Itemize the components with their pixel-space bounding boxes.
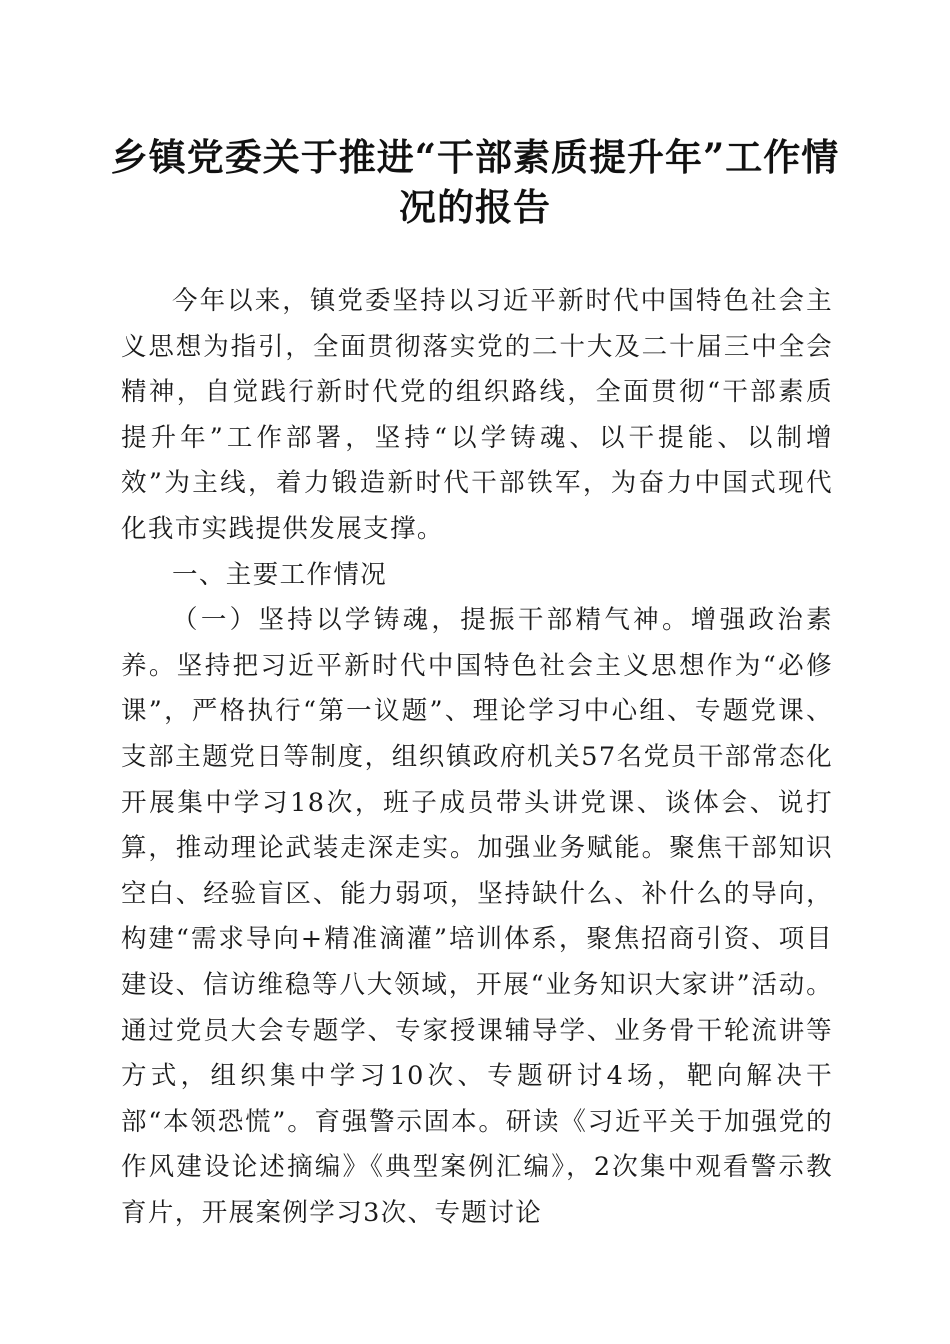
document-title: 乡镇党委关于推进“干部素质提升年”工作情况的报告 [110,135,840,229]
section-heading: 一、主要工作情况 [172,559,388,590]
section-paragraph: （一）坚持以学铸魂，提振干部精气神。增强政治素养。坚持把习近平新时代中国特色社会主义思想作为“必修课”，严格执行“第一议题”、理论学习中心组、专题党课、支部主题党日等制度，组织镇政府机关57名党员干部常态化开展集中学习18次，班子成员带头讲党课、谈体会、说打算，推动理论武装走深走实。加强业务赋能。聚焦干部知识空白、经验盲区、能力弱项，坚持缺什么、补什么的导向，构建“需求导向+精准滴灌”培训体系，聚焦招商引资、项目建设、信访维稳等八大领域，开展“业务知识大家讲”活动。通过党员大会专题学、专家授课辅导学、业务骨干轮流讲等方式，组织集中学习10次、专题研讨4场，靶向解决干部“本领恐慌”。育强警示固本。研读《习近平关于加强党的作风建设论述摘编》《典型案例汇编》，2次集中观看警示教育片，开展案例学习3次、专题讨论 [121,605,833,1228]
intro-paragraph: 今年以来，镇党委坚持以习近平新时代中国特色社会主义思想为指引，全面贯彻落实党的二十大及二十届三中全会精神，自觉践行新时代党的组织路线，全面贯彻“干部素质提升年”工作部署，坚持“以学铸魂、以干提能、以制增效”为主线，着力锻造新时代干部铁军，为奋力中国式现代化我市实践提供发展支撑。 [121,286,833,544]
document-body [121,279,833,1236]
